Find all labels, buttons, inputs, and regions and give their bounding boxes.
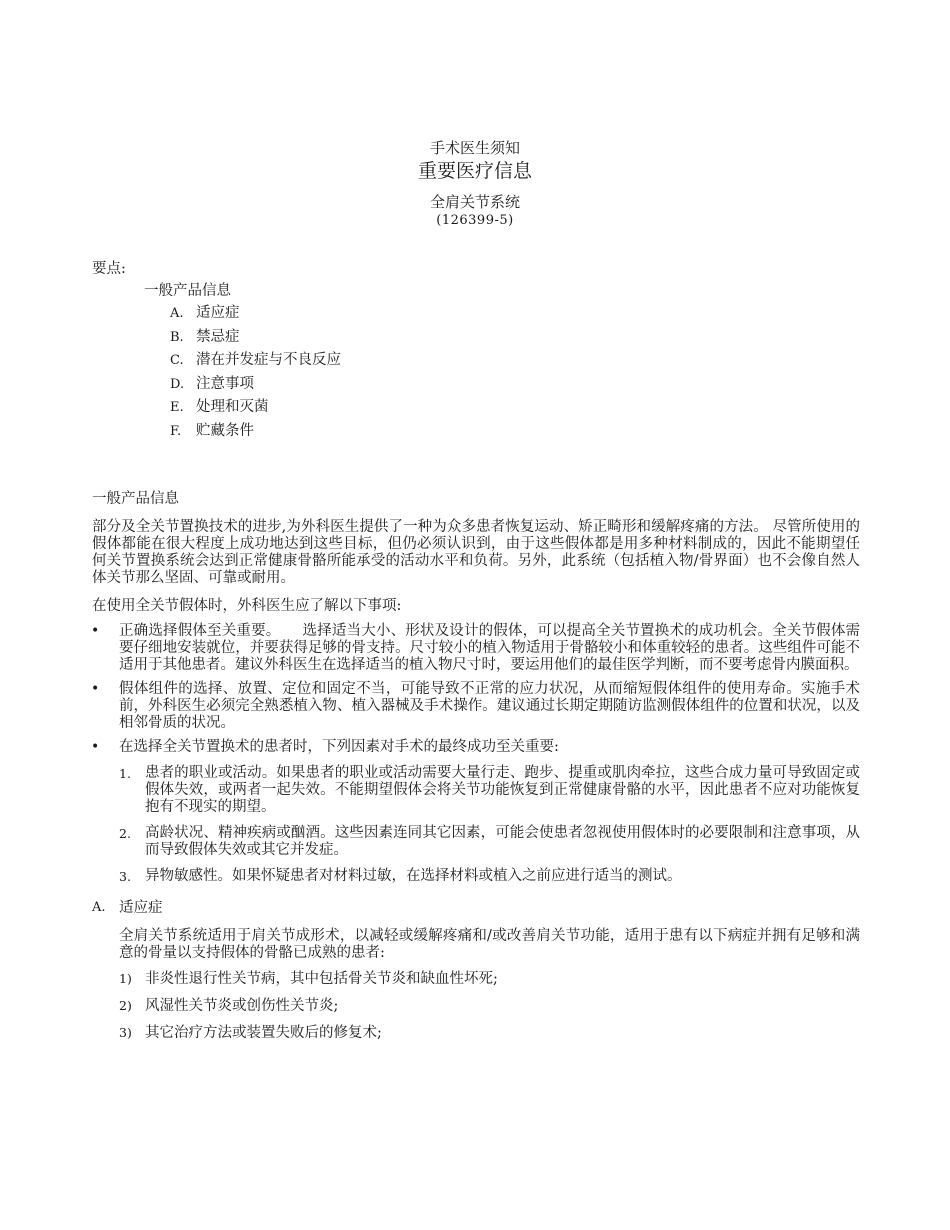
indications-letter: A. — [92, 900, 106, 915]
factor-text: 异物敏感性。如果怀疑患者对材料过敏，在选择材料或植入之前应进行适当的测试。 — [145, 868, 682, 884]
factor-number: 3. — [119, 869, 131, 884]
toc-item-letter: B. — [170, 329, 184, 345]
factor-item — [119, 825, 860, 859]
header-product-code: (126399-5) — [436, 213, 514, 228]
indication-text: 其它治疗方法或装置失败后的修复术; — [145, 1025, 382, 1041]
indications-intro: 全肩关节系统适用于肩关节成形术，以减轻或缓解疼痛和/或改善肩关节功能，适用于患有以下病症并拥有足够和满意的骨量以支持假体的骨骼已成熟的患者: — [119, 928, 860, 961]
toc-item-letter: E. — [170, 400, 184, 415]
toc-item — [170, 420, 860, 444]
toc-item-letter: C. — [170, 353, 184, 368]
bullet-item — [92, 739, 860, 756]
toc-item-label: 注意事项 — [196, 375, 254, 392]
bullet-item — [92, 623, 860, 674]
bullet-text: 正确选择假体至关重要。 选择适当大小、形状及设计的假体，可以提高全关节置换术的成功机会。全关节假体需要仔细地安装就位，并要获得足够的骨支持。尺寸较小的植入物适用于骨骼较小和体重较轻的患者。这些组件可能不适用于其他患者。建议外科医生在选择适当的植入物尺寸时，要运用他们的最佳医学判断，而不要考虑骨内膜面积。 — [119, 623, 860, 673]
document-header — [0, 138, 950, 230]
factor-text: 高龄状况、精神疾病或酗酒。这些因素连同其它因素，可能会使患者忽视使用假体时的必要限制和注意事项，从而导致假体失效或其它并发症。 — [145, 825, 860, 858]
header-subtitle: 手术医生须知 — [429, 139, 520, 157]
factor-list — [119, 765, 860, 885]
toc-item-label: 潜在并发症与不良反应 — [196, 352, 341, 368]
indication-number: 2) — [119, 998, 132, 1013]
indication-item — [119, 1023, 860, 1043]
toc-item — [170, 396, 860, 420]
bullet-dot-icon: • — [91, 681, 100, 697]
toc-item-letter: F. — [170, 423, 182, 439]
bullet-dot-icon: • — [91, 739, 100, 755]
indication-number: 1) — [119, 971, 132, 986]
indication-number: 3) — [119, 1025, 132, 1040]
indication-item — [119, 969, 860, 989]
indication-text: 非炎性退行性关节病，其中包括骨关节炎和缺血性坏死; — [145, 971, 498, 987]
factor-number: 1. — [119, 766, 131, 781]
factor-text: 患者的职业或活动。如果患者的职业或活动需要大量行走、跑步、提重或肌肉牵拉，这些合成力量可导致固定或假体失效，或两者一起失效。不能期望假体会将关节功能恢复到正常健康骨骼的水平，因此患者不应对功能恢复抱有不现实的期望。 — [145, 765, 860, 815]
bullet-text: 在选择全关节置换术的患者时，下列因素对手术的最终成功至关重要: — [119, 739, 559, 755]
header-title: 重要医疗信息 — [417, 160, 532, 182]
bullet-item — [92, 681, 860, 732]
document-body — [92, 258, 860, 1043]
indications-list — [119, 969, 860, 1043]
toc-title: 要点: — [92, 261, 126, 277]
section-title-general: 一般产品信息 — [92, 491, 179, 507]
toc-item-label: 适应症 — [196, 305, 240, 321]
toc-item — [170, 302, 860, 326]
bullet-list — [92, 623, 860, 756]
toc-heading: 一般产品信息 — [144, 283, 231, 299]
indication-text: 风湿性关节炎或创伤性关节炎; — [145, 998, 339, 1014]
factor-item — [119, 765, 860, 816]
header-system-name: 全肩关节系统 — [429, 193, 520, 211]
toc-item-label: 处理和灭菌 — [196, 399, 269, 415]
bullet-text: 假体组件的选择、放置、定位和固定不当，可能导致不正常的应力状况，从而缩短假体组件的使用寿命。实施手术前，外科医生必须完全熟悉植入物、植入器械及手术操作。建议通过长期定期随访监测假体组件的位置和状况，以及相邻骨质的状况。 — [119, 681, 860, 731]
factor-item — [119, 868, 860, 885]
toc-item-label: 禁忌症 — [196, 328, 240, 345]
toc-item-letter: D. — [170, 376, 185, 392]
general-lead-in: 在使用全关节假体时，外科医生应了解以下事项: — [92, 598, 402, 614]
bullet-dot-icon: • — [91, 623, 100, 639]
general-intro-paragraph: 部分及全关节置换技术的进步,为外科医生提供了一种为众多患者恢复运动、矫正畸形和缓解疼痛的方法。 尽管所使用的假体都能在很大程度上成功地达到这些目标，但仍必须认识到，由于这些假体都是用多种材料制成的，因此不能期望任何关节置换系统会达到正常健康骨骼所能承受的活动水平和负荷。另外，此系统（包括植入物/骨界面）也不会像自然人体关节那么坚固、可靠或耐用。 — [92, 519, 860, 586]
section-title-indications — [92, 898, 860, 918]
toc — [92, 258, 860, 443]
toc-item — [170, 326, 860, 350]
toc-item — [170, 349, 860, 373]
indication-item — [119, 996, 860, 1016]
toc-item-letter: A. — [170, 306, 184, 321]
indications-title: 适应症 — [119, 900, 163, 916]
toc-item — [170, 373, 860, 397]
factor-number: 2. — [119, 826, 131, 841]
toc-item-label: 贮藏条件 — [196, 422, 254, 439]
toc-list — [170, 302, 860, 443]
